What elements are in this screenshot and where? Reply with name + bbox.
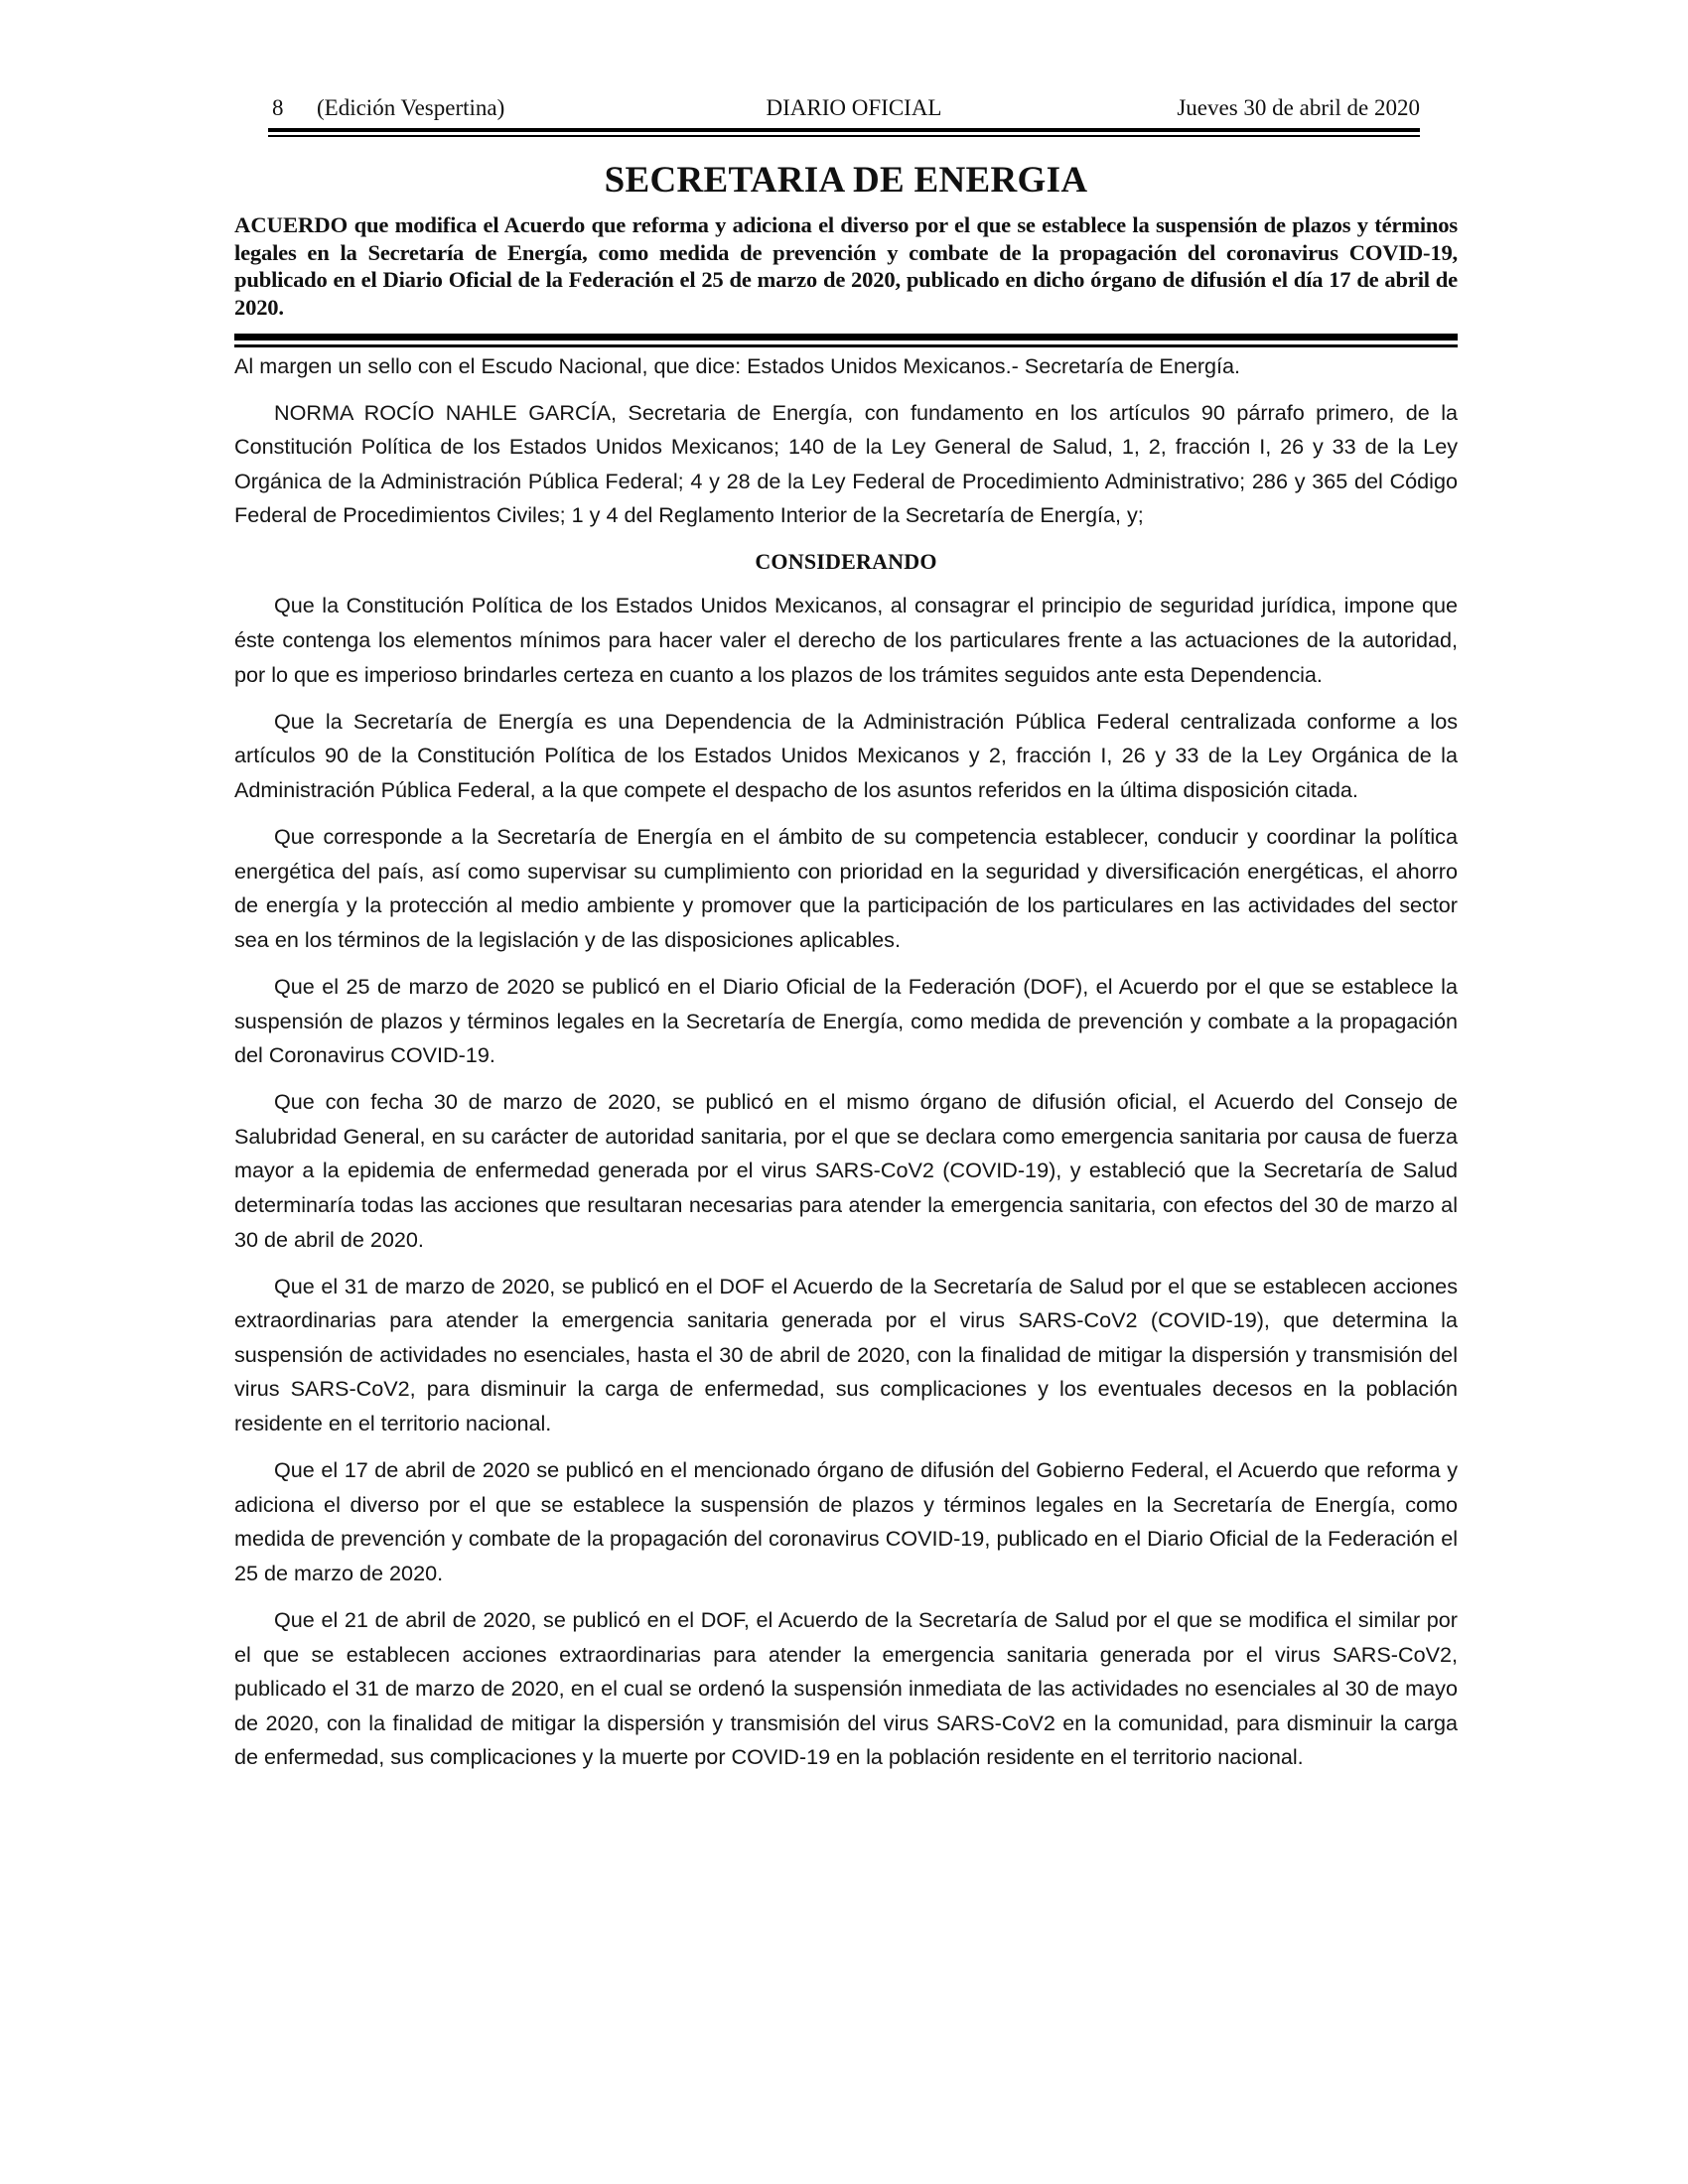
- title-double-rule: [234, 334, 1458, 347]
- edition-label: (Edición Vespertina): [317, 95, 505, 120]
- considerando-paragraph: Que con fecha 30 de marzo de 2020, se publicó en el mismo órgano de difusión oficial, el Acuerdo del Consejo de Salubridad General, en su carácter de autoridad sanitaria, por el que se declara como emergencia sanitaria por causa de fuerza mayor a la epidemia de enfermedad generada por el virus SARS-CoV2 (COVID-19), y estableció que la Secretaría de Salud determinaría todas las acciones que resultaran necesarias para atender la emergencia sanitaria, con efectos del 30 de marzo al 30 de abril de 2020.: [234, 1089, 1458, 1252]
- issue-date: Jueves 30 de abril de 2020: [1177, 95, 1420, 120]
- document-body: [234, 349, 1458, 1787]
- considerando-paragraph: Que corresponde a la Secretaría de Energía en el ámbito de su competencia establecer, conducir y coordinar la política energética del país, así como supervisar su cumplimiento con prioridad en la seguridad y diversificación energéticas, el ahorro de energía y la protección al medio ambiente y promover que la participación de los particulares en las actividades del sector sea en los términos de la legislación y de las disposiciones aplicables.: [234, 824, 1458, 952]
- considerando-paragraph: Que el 31 de marzo de 2020, se publicó en el DOF el Acuerdo de la Secretaría de Salud por el que se establecen acciones extraordinarias para atender la emergencia sanitaria generada por el virus SARS-CoV2 (COVID-19), que determina la suspensión de actividades no esenciales, hasta el 30 de abril de 2020, con la finalidad de mitigar la dispersión y transmisión del virus SARS-CoV2, para disminuir la carga de enfermedad, sus complicaciones y los eventuales decesos en la población residente en el territorio nacional.: [234, 1273, 1458, 1436]
- section-title: SECRETARIA DE ENERGIA: [604, 160, 1088, 201]
- considerando-paragraph: Que la Secretaría de Energía es una Dependencia de la Administración Pública Federal centralizada conforme a los artículos 90 de la Constitución Política de los Estados Unidos Mexicanos y 2, fracción I, 26 y 33 de la Ley Orgánica de la Administración Pública Federal, a la que compete el despacho de los asuntos referidos en la última disposición citada.: [234, 708, 1458, 802]
- considerando-paragraph: Que el 25 de marzo de 2020 se publicó en el Diario Oficial de la Federación (DOF), el Acuerdo por el que se establece la suspensión de plazos y términos legales en la Secretaría de Energía, como medida de prevención y combate a la propagación del Coronavirus COVID-19.: [234, 973, 1458, 1068]
- considerando-heading: CONSIDERANDO: [755, 549, 937, 575]
- page-number: 8: [272, 95, 284, 120]
- seal-note: Al margen un sello con el Escudo Nacional, que dice: Estados Unidos Mexicanos.- Secretaría de Energía.: [234, 353, 1241, 378]
- running-header: [268, 95, 1420, 125]
- considerando-paragraph: Que la Constitución Política de los Estados Unidos Mexicanos, al consagrar el principio de seguridad jurídica, impone que éste contenga los elementos mínimos para hacer valer el derecho de los particulares frente a las actuaciones de la autoridad, por lo que es imperioso brindarles certeza en cuanto a los plazos de los trámites seguidos ante esta Dependencia.: [234, 593, 1458, 687]
- considerando-paragraph: Que el 21 de abril de 2020, se publicó en el DOF, el Acuerdo de la Secretaría de Salud por el que se modifica el similar por el que se establecen acciones extraordinarias para atender la emergencia sanitaria generada por el virus SARS-CoV2, publicado el 31 de marzo de 2020, en el cual se ordenó la suspensión inmediata de las actividades no esenciales al 30 de mayo de 2020, con la finalidad de mitigar la dispersión y transmisión del virus SARS-CoV2 en la comunidad, para disminuir la carga de enfermedad, sus complicaciones y la muerte por COVID-19 en la población residente en el territorio nacional.: [234, 1607, 1458, 1770]
- publication-name: DIARIO OFICIAL: [766, 95, 942, 120]
- header-double-rule: [268, 128, 1420, 137]
- headline-lead: ACUERDO: [234, 212, 349, 237]
- considerando-paragraph: Que el 17 de abril de 2020 se publicó en el mencionado órgano de difusión del Gobierno Federal, el Acuerdo que reforma y adiciona el diverso por el que se establece la suspensión de plazos y términos legales en la Secretaría de Energía, como medida de prevención y combate de la propagación del coronavirus COVID-19, publicado en el Diario Oficial de la Federación el 25 de marzo de 2020.: [234, 1457, 1458, 1585]
- preamble-paragraph: NORMA ROCÍO NAHLE GARCÍA, Secretaria de Energía, con fundamento en los artículos 90 párrafo primero, de la Constitución Política de los Estados Unidos Mexicanos; 140 de la Ley General de Salud, 1, 2, fracción I, 26 y 33 de la Ley Orgánica de la Administración Pública Federal; 4 y 28 de la Ley Federal de Procedimiento Administrativo; 286 y 365 del Código Federal de Procedimientos Civiles; 1 y 4 del Reglamento Interior de la Secretaría de Energía, y;: [234, 399, 1458, 528]
- headline-text: que modifica el Acuerdo que reforma y adiciona el diverso por el que se establece la suspensión de plazos y términos legales en la Secretaría de Energía, como medida de prevención y combate de la propagación del coronavirus COVID-19, publicado en el Diario Oficial de la Federación el 25 de marzo de 2020, publicado en dicho órgano de difusión el día 17 de abril de 2020.: [234, 212, 1458, 320]
- decree-headline: [234, 211, 1458, 321]
